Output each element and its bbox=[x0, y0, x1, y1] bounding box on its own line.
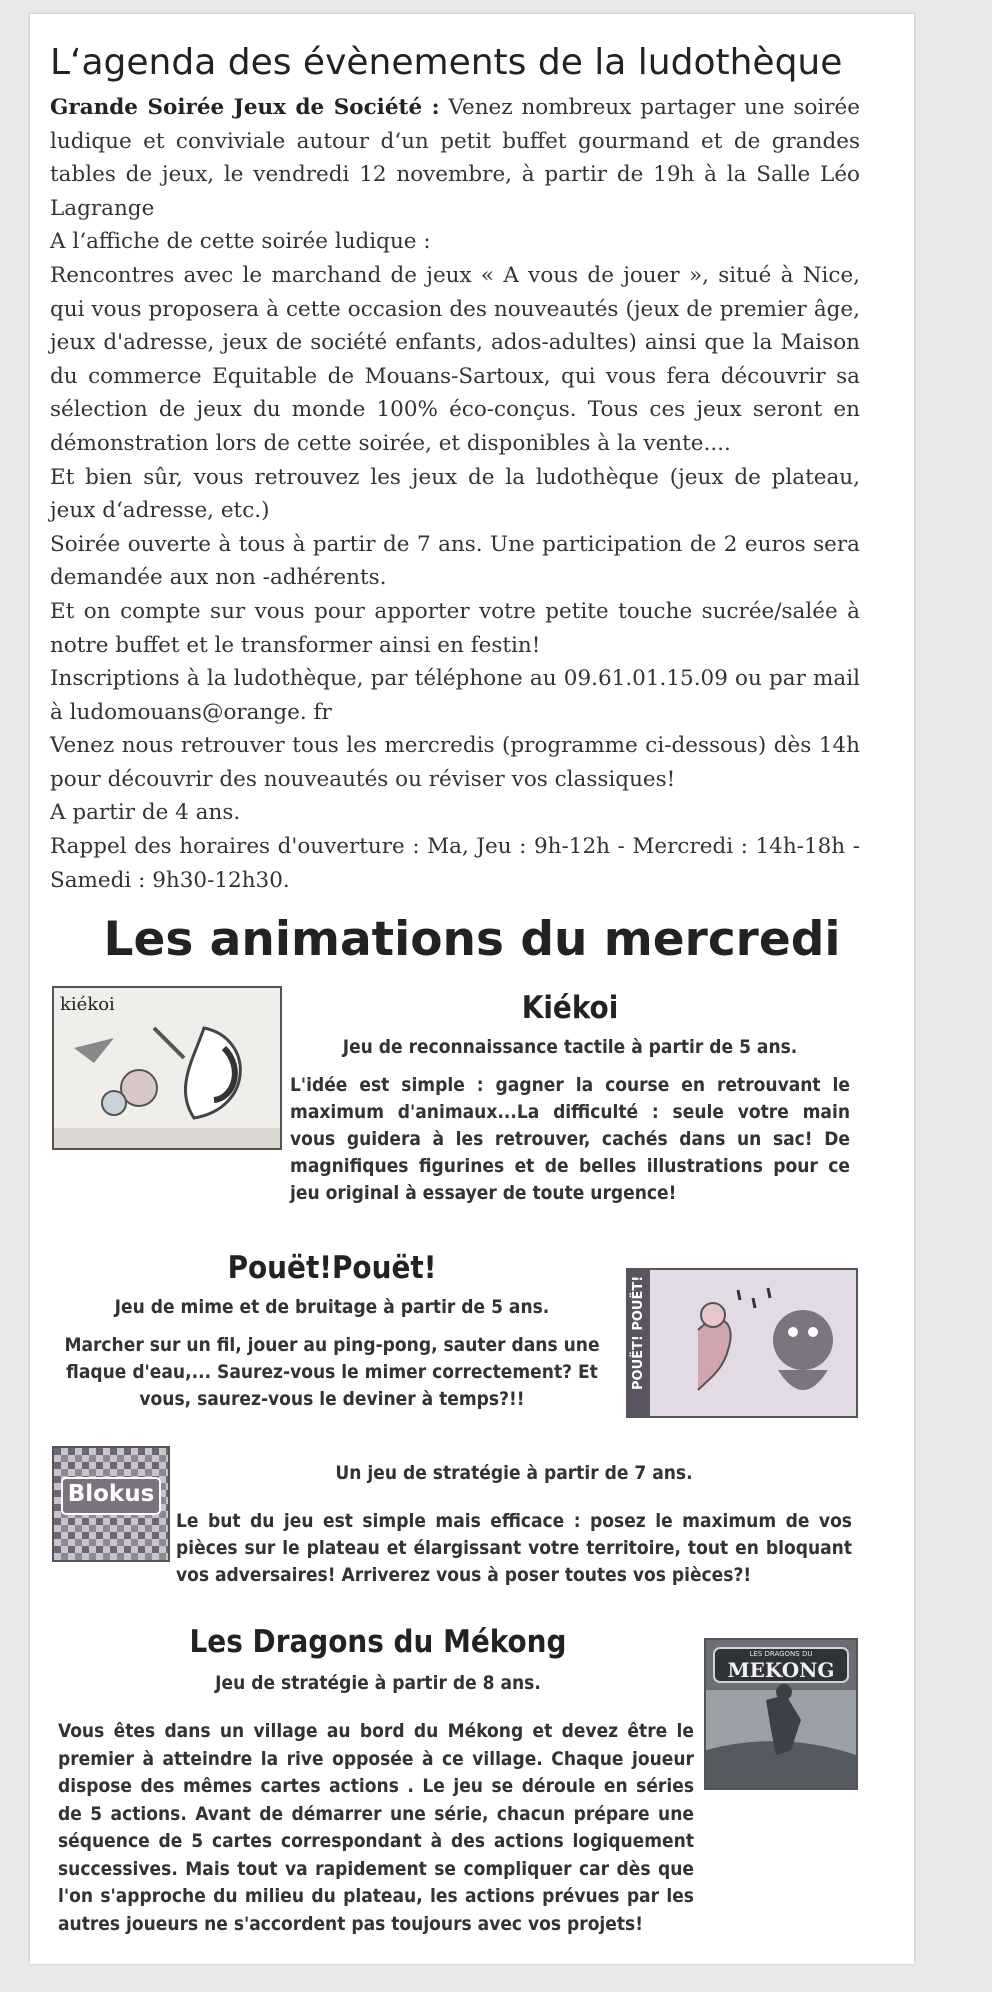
game-description: Le but du jeu est simple mais efficace : posez le maximum de vos pièces sur le plateau et élargissant votre territoire, tout en bloquant vos adversaires! Arriverez vous à poser toutes vos pièces?! bbox=[176, 1510, 852, 1586]
intro-heading: Grande Soirée Jeux de Société : bbox=[50, 95, 440, 120]
game-name: Pouët!Pouët! bbox=[227, 1250, 437, 1286]
game-kiekoi bbox=[290, 990, 850, 1207]
agenda-paragraph: Rencontres avec le marchand de jeux « A vous de jouer », situé à Nice, qui vous proposera à cette occasion des nouveautés (jeux de premier âge, jeux d'adresse, jeux de société enfants, ados-adultes) ainsi que la Maison du commerce Equitable de Mouans-Sartoux, qui vous fera découvrir sa sélection de jeux du monde 100% éco-conçus. Tous ces jeux seront en démonstration lors de cette soirée, et disponibles à la vente.... bbox=[50, 262, 860, 456]
intro-text: Venez nombreux partager une soirée ludique et conviviale autour d‘un petit buffet gourmand et de grandes tables de jeux, le vendredi 12 novembre, à partir de 19h à la Salle Léo Lagrange bbox=[50, 95, 860, 221]
game-subtitle: Jeu de stratégie à partir de 8 ans. bbox=[215, 1672, 541, 1694]
blokus-box-image bbox=[52, 1446, 170, 1562]
blokus-box-label: Blokus bbox=[67, 1481, 155, 1507]
agenda-paragraph: A l‘affiche de cette soirée ludique : bbox=[50, 229, 431, 255]
game-subtitle: Jeu de mime et de bruitage à partir de 5 ans. bbox=[114, 1296, 550, 1318]
game-description: L'idée est simple : gagner la course en retrouvant le maximum d'animaux...La difficulté : seule votre main vous guidera à les retrouver, cachés dans un sac! De magnifiques figurines et de belles illustrations pour ce jeu original à essayer de toute urgence! bbox=[290, 1074, 850, 1204]
game-subtitle: Jeu de reconnaissance tactile à partir de 5 ans. bbox=[342, 1036, 798, 1058]
game-blokus bbox=[176, 1462, 852, 1589]
game-name: Kiékoi bbox=[521, 990, 619, 1026]
kiekoi-box-label: kiékoi bbox=[60, 994, 115, 1015]
agenda-section bbox=[50, 42, 860, 897]
agenda-paragraph: Inscriptions à la ludothèque, par téléphone au 09.61.01.15.09 ou par mail à ludomouans@orange. fr bbox=[50, 666, 860, 725]
game-name: Les Dragons du Mékong bbox=[189, 1624, 567, 1660]
agenda-paragraph: Soirée ouverte à tous à partir de 7 ans. Une participation de 2 euros sera demandée aux non -adhérents. bbox=[50, 531, 860, 591]
agenda-intro bbox=[50, 91, 860, 225]
mekong-box-label: MEKONG bbox=[727, 1658, 835, 1682]
agenda-paragraph: A partir de 4 ans. bbox=[50, 800, 241, 826]
pouet-illustration bbox=[628, 1270, 856, 1416]
agenda-paragraph: Venez nous retrouver tous les mercredis (programme ci-dessous) dès 14h pour découvrir des nouveautés ou réviser vos classiques! bbox=[50, 733, 860, 792]
mekong-box-subtitle: LES DRAGONS DU bbox=[749, 1650, 813, 1658]
agenda-paragraph: Et bien sûr, vous retrouvez les jeux de la ludothèque (jeux de plateau, jeux d‘adresse, etc.) bbox=[50, 464, 860, 524]
game-description: Marcher sur un fil, jouer au ping-pong, sauter dans une flaque d'eau,... Saurez-vous le mimer correctement? Et vous, saurez-vous le deviner à temps?!! bbox=[64, 1334, 600, 1410]
game-dragons-du-mekong bbox=[58, 1624, 694, 1938]
pouet-box-label: POUËT! POUËT! bbox=[631, 1275, 646, 1390]
game-description: Vous êtes dans un village au bord du Mékong et devez être le premier à atteindre la rive opposée à ce village. Chaque joueur dispose des mêmes cartes actions . Le jeu se déroule en séries de 5 actions. Avant de démarrer une série, chacun prépare une séquence de 5 cartes correspondant à des actions logiquement successives. Mais tout va rapidement se compliquer car dès que l'on s'approche du milieu du plateau, les actions prévues par les autres joueurs ne s'accordent pas toujours avec vos projets! bbox=[58, 1720, 694, 1935]
agenda-title: L‘agenda des évènements de la ludothèque bbox=[50, 42, 843, 83]
kiekoi-box-image bbox=[52, 986, 282, 1150]
animations-title: Les animations du mercredi bbox=[103, 912, 841, 967]
pouet-box-image bbox=[626, 1268, 858, 1418]
game-subtitle: Un jeu de stratégie à partir de 7 ans. bbox=[335, 1462, 693, 1484]
agenda-paragraph: Rappel des horaires d'ouverture : Ma, Jeu : 9h-12h - Mercredi : 14h-18h - Samedi : 9h30-12h30. bbox=[50, 834, 860, 893]
agenda-paragraph: Et on compte sur vous pour apporter votre petite touche sucrée/salée à notre buffet et le transformer ainsi en festin! bbox=[50, 598, 860, 658]
mekong-box-image bbox=[704, 1638, 858, 1790]
game-pouet-pouet bbox=[52, 1250, 612, 1413]
